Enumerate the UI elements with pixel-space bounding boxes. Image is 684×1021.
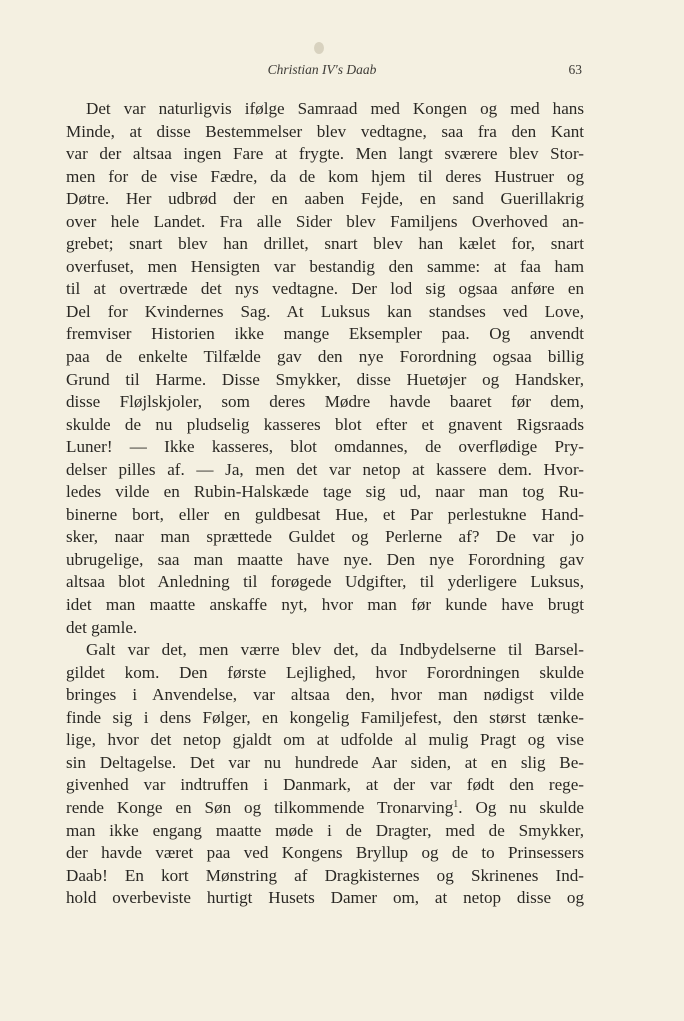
text-fragment: rende Konge en Søn og tilkommende Tronarving	[66, 797, 454, 817]
body-text	[66, 98, 584, 910]
text-fragment: . Og nu skulde	[458, 797, 584, 817]
text-line: ledes vilde en Rubin-Halskæde tage sig ud, naar man tog Ru-	[66, 482, 584, 502]
text-line: grebet; snart blev han drillet, snart blev han kælet for, snart	[66, 234, 584, 254]
text-line: over hele Landet. Fra alle Sider blev Familjens Overhoved an-	[66, 211, 584, 231]
text-line-with-footnote	[66, 797, 584, 820]
text-line: man ikke engang maatte møde i de Dragter, med de Smykker,	[66, 820, 584, 840]
page-number: 63	[568, 62, 582, 77]
text-line: Galt var det, men værre blev det, da Indbydelserne til Barsel-	[86, 640, 584, 660]
text-line: givenhed var indtruffen i Danmark, at der var født den rege-	[66, 775, 584, 795]
text-line: lige, hvor det netop gjaldt om at udfolde al mulig Pragt og vise	[66, 730, 584, 750]
text-line: Del for Kvindernes Sag. At Luksus kan standses ved Love,	[66, 301, 584, 321]
paper-speck	[314, 42, 324, 54]
text-line: idet man maatte anskaffe nyt, hvor man før kunde have brugt	[66, 595, 584, 615]
text-line: paa de enkelte Tilfælde gav den nye Forordning ogsaa billig	[66, 347, 584, 367]
text-line: Det var naturligvis ifølge Samraad med Kongen og med hans	[86, 99, 584, 118]
text-line: der havde været paa ved Kongens Bryllup og de to Prinsessers	[66, 843, 584, 863]
text-line: finde sig i dens Følger, en kongelig Familjefest, den størst tænke-	[66, 707, 584, 727]
text-line: men for de vise Fædre, da de kom hjem til deres Hustruer og	[66, 166, 584, 186]
text-line: Luner! — Ikke kasseres, blot omdannes, de overflødige Pry-	[66, 437, 584, 457]
text-line: var der altsaa ingen Fare at frygte. Men langt sværere blev Stor-	[66, 144, 584, 164]
text-line: altsaa blot Anledning til forøgede Udgifter, til yderligere Luksus,	[66, 572, 584, 592]
text-line: sker, naar man sprættede Guldet og Perlerne af? De var jo	[66, 527, 584, 547]
text-line: Minde, at disse Bestemmelser blev vedtagne, saa fra den Kant	[66, 121, 584, 141]
page-header	[0, 62, 684, 82]
text-line: til at overtræde det nys vedtagne. Der lod sig ogsaa anføre en	[66, 279, 584, 299]
text-line: gildet kom. Den første Lejlighed, hvor Forordningen skulde	[66, 662, 584, 682]
text-line: disse Fløjlskjoler, som deres Mødre havde baaret før dem,	[66, 392, 584, 412]
running-head: Christian IV's Daab	[267, 62, 377, 77]
text-line: overfuset, men Hensigten var bestandig den samme: at faa ham	[66, 256, 584, 276]
text-line: Grund til Harme. Disse Smykker, disse Huetøjer og Handsker,	[66, 369, 584, 389]
text-line: Døtre. Her udbrød der en aaben Fejde, en sand Guerillakrig	[66, 189, 584, 209]
text-line: binerne bort, eller en guldbesat Hue, et Par perlestukne Hand-	[66, 504, 584, 524]
text-line: Daab! En kort Mønstring af Dragkisternes og Skrinenes Ind-	[66, 865, 584, 885]
text-line: bringes i Anvendelse, var altsaa den, hvor man nødigst vilde	[66, 685, 584, 705]
text-line: hold overbeviste hurtigt Husets Damer om, at netop disse og	[66, 888, 584, 908]
text-line: fremviser Historien ikke mange Eksempler paa. Og anvendt	[66, 324, 584, 344]
text-line: ubrugelige, saa man maatte have nye. Den nye Forordning gav	[66, 549, 584, 569]
text-line: sin Deltagelse. Det var nu hundrede Aar siden, at en slig Be-	[66, 752, 584, 772]
text-line: delser pilles af. — Ja, men det var netop at kassere dem. Hvor-	[66, 459, 584, 479]
text-line: skulde de nu pludselig kasseres blot efter et gnavent Rigsraads	[66, 414, 584, 434]
footnote-marker: 1	[453, 798, 459, 810]
text-line: det gamle.	[66, 617, 138, 637]
